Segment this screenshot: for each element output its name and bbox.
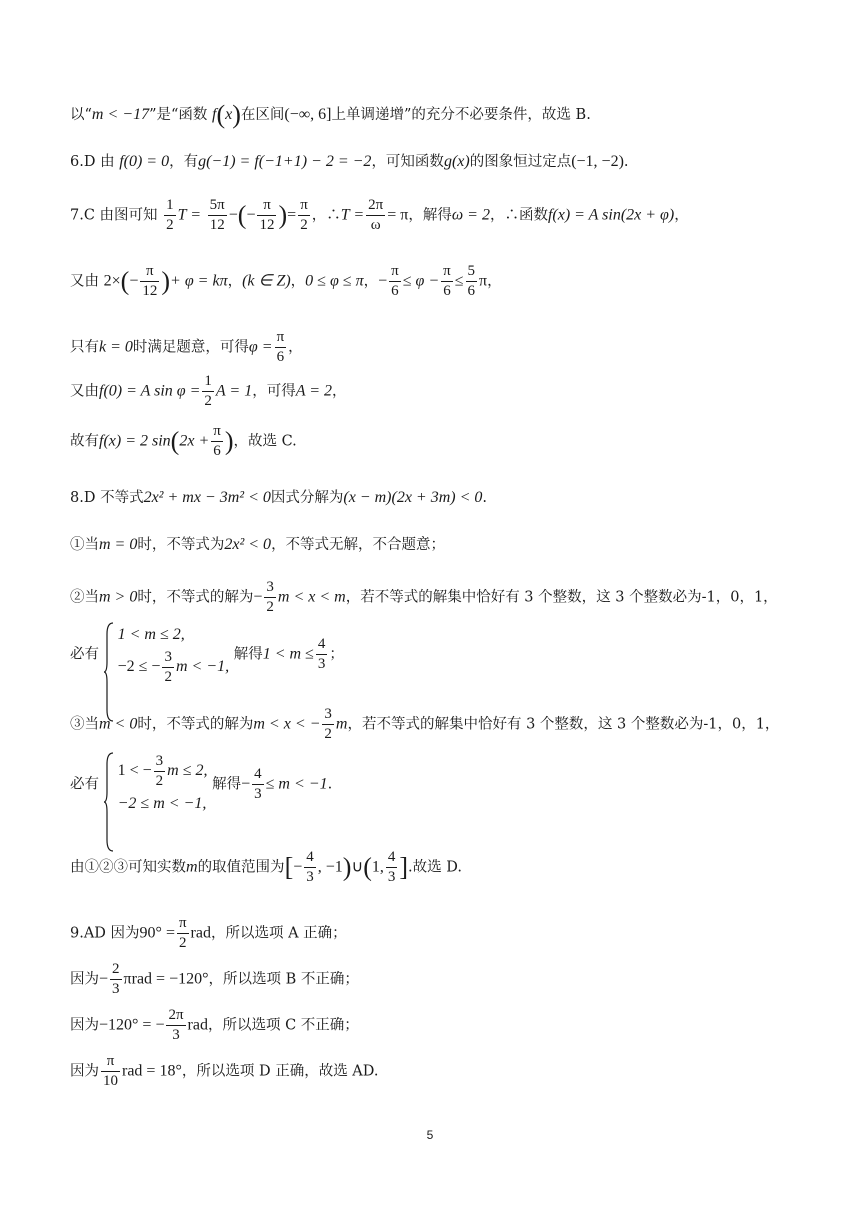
text: ， [288,339,303,356]
text-line-4: 又由 2×(− $\frac{\pi}{12}$ )+ φ = kπ，(k ∈ Z)，0 ≤ φ ≤ π，− $\frac{\pi}{6}$ ≤ φ − $\frac{\pi}{6}$ ≤ $\frac{5}{6}$ π， [70,263,502,299]
text: 只有 [70,339,99,356]
fraction: $\frac{4}{3}$ [306,849,314,885]
text-line-9 [70,534,800,556]
text: 时满足题意，可得 [132,339,249,356]
math: − [253,588,263,606]
fraction: $\frac{\pi}{2}$ [300,197,308,233]
text: 因为 [70,971,99,988]
math: g(x) [443,153,470,170]
equation-system [104,622,229,687]
math: m [335,715,348,733]
text: 因式分解为 [270,490,344,506]
text: ”是“函数 [149,107,208,123]
equation-system [104,752,208,817]
math: − [378,272,388,290]
math: rad [190,924,211,942]
fraction: $\frac{2}{3}$ [112,961,120,997]
text: ，故选 C. [233,433,297,450]
math: = [287,206,297,224]
text: ，所以选项 C 不正确； [207,1017,359,1034]
text: ， [674,207,689,224]
text: ， [331,383,347,400]
text: ， [363,273,379,290]
math: 90° = [139,924,175,942]
math: A = 2 [295,382,332,400]
text: ，所以选项 A 正确； [210,925,347,942]
text: . [623,154,629,170]
text: 必有 [70,776,99,793]
math: πrad = −120° [123,970,209,988]
text: 在区间 [240,107,285,123]
math: 2× [103,272,121,290]
text: .故选 D. [408,859,462,876]
text: 8.D 不等式 [70,490,144,506]
math: −2 ≤ m < −1, [117,795,207,812]
fraction: $\frac{2\pi}{3}$ [168,1007,184,1043]
math: 1 < − [117,762,152,780]
math: 2x² + mx − 3m² < 0 [143,489,271,506]
fraction: $\frac{3}{2}$ [266,579,274,615]
math: (x − m)(2x + 3m) < 0 [343,489,483,506]
text: ，所以选项 B 不正确； [208,971,359,988]
math: f(x) = 2 sin [99,432,171,450]
math: m < 0 [99,715,138,733]
math: f [212,106,217,123]
fraction: $\frac{4}{3}$ [317,636,326,672]
text-line-14: 由①②③可知实数m的取值范围为[− $\frac{4}{3}$ , −1)∪(1, $\frac{4}{3}$ ].故选 D. [70,849,462,885]
math: k = 0 [99,338,133,356]
text: 解得 [212,776,242,793]
text: ②当 [70,589,99,606]
text: 时，不等式的解为 [137,716,254,733]
math: 2x² < 0 [224,536,272,553]
math: ∪ [351,858,364,876]
math: − [293,858,303,876]
text: ，解得 [408,207,452,224]
math: f(x) = A sin(2x + φ) [547,206,675,224]
fraction: $\frac{4}{3}$ [254,766,262,802]
math: + φ = kπ [170,272,228,290]
text: 的取值范围为 [197,859,285,876]
math: = π [387,206,409,224]
text: ， [487,273,502,290]
math: − [241,775,251,793]
text-line-10 [70,578,800,617]
math: f(0) = 0 [119,153,170,170]
text: ，若不等式的解集中恰好有 3 个整数，这 3 个整数必为-1，0，1， [347,716,780,733]
math: (−1, −2) [571,153,624,170]
page-number: 5 [426,1128,434,1142]
fraction: $\frac{3}{2}$ [155,753,164,789]
text-line-18 [70,1052,800,1091]
math: T = [340,206,365,224]
text: ，可得 [252,383,296,400]
fraction: $\frac{5}{6}$ [467,263,476,299]
text: . [482,490,487,506]
fraction: $\frac{\pi}{6}$ [213,423,221,459]
fraction: $\frac{\pi}{6}$ [276,329,285,365]
text: 时，不等式的解为 [137,589,254,606]
math: m < x < − [253,715,321,733]
text: 时，不等式为 [137,537,225,553]
math: T = [177,206,202,224]
math: m [186,858,198,876]
text-line-1: 以“m < −17”是“函数 f(x)在区间(−∞, 6]上单调递增”的充分不必要条件，故选 B. [70,100,591,129]
fraction: $\frac{1}{2}$ [166,197,174,233]
text-line-5 [70,328,800,367]
text: . [327,776,333,793]
fraction: $\frac{\pi}{12}$ [142,263,158,299]
math: rad [187,1016,208,1034]
text-line-8 [70,487,800,509]
math: ≤ m < −1 [265,775,328,793]
fraction: $\frac{\pi}{6}$ [391,263,399,299]
text: ，可知函数 [371,154,444,170]
fraction: $\frac{2\pi}{\omega}$ [368,197,384,233]
fraction: $\frac{\pi}{2}$ [178,915,187,951]
text-line-6 [70,372,800,411]
math: 1, [371,858,384,876]
text: ①当 [70,537,99,553]
math: −120° = − [99,1016,165,1034]
text: 上单调递增”的充分不必要条件，故选 B. [331,107,591,123]
text: 解得 [233,646,263,663]
math: π [479,272,488,290]
math: , −1 [317,858,343,876]
text: ； [329,646,344,663]
math: ≤ φ − [402,272,440,290]
text-line-15 [70,914,800,953]
brace-icon [104,752,114,852]
math: (k ∈ Z) [242,272,291,290]
text: 因为 [70,1017,99,1034]
text: ，有 [169,154,199,170]
text: 又由 [70,273,99,290]
math: −2 ≤ − [117,658,161,676]
text: 7.C 由图可知 [70,207,158,224]
math: m = 0 [99,536,138,553]
fraction: $\frac{\pi}{12}$ [259,197,275,233]
text: ， [290,273,306,290]
math: f(0) = A sin φ = [99,382,201,400]
text: ③当 [70,716,99,733]
text: ，∴函数 [489,207,548,224]
math: ≤ [454,272,464,290]
text-line-2 [70,151,800,173]
fraction: $\frac{1}{2}$ [204,373,212,409]
text: 故有 [70,433,99,450]
text: ，不等式无解，不合题意； [271,537,446,553]
text: ，若不等式的解集中恰好有 3 个整数，这 3 个整数必为-1，0，1， [345,589,778,606]
fraction: $\frac{3}{2}$ [324,706,332,742]
text-line-7: 故有f(x) = 2 sin(2x + $\frac{\pi}{6}$ )，故选 C. [70,423,297,459]
math: ω = 2 [451,206,490,224]
text-line-13 [70,752,800,817]
text: 必有 [70,646,99,663]
math: m < −1, [175,658,230,676]
text: 6.D 由 [70,154,115,170]
math: m ≤ 2, [167,762,208,780]
fraction: $\frac{5\pi}{12}$ [209,197,225,233]
math: 0 ≤ φ ≤ π [305,272,364,290]
text-line-3: 7.C 由图可知 $\frac{1}{2}$ T = $\frac{5\pi}{12}$ −(− $\frac{\pi}{12}$ )= $\frac{\pi}{2}$ ，∴T = $\frac{2\pi}{\omega}$ = π，解得ω = 2，∴函数f(x) = A sin(2x + φ)， [70,197,689,233]
text-line-16 [70,960,800,999]
math: x [225,106,233,123]
math: − [228,206,238,224]
fraction: $\frac{3}{2}$ [164,649,172,685]
math: φ = [248,338,273,356]
text: 的图象恒过定点 [469,154,572,170]
text-line-12 [70,705,800,744]
text: 9.AD 因为 [70,925,140,942]
math: m > 0 [99,588,138,606]
text: ，所以选项 D 正确，故选 AD. [181,1063,379,1080]
text: ，∴ [311,207,341,224]
math: rad = 18° [122,1062,182,1080]
fraction: $\frac{4}{3}$ [387,849,396,885]
text: 因为 [70,1063,99,1080]
text: 又由 [70,383,99,400]
text-line-11 [70,622,800,687]
math: g(−1) = f(−1+1) − 2 = −2 [198,153,372,170]
math: 1 < m ≤ [262,645,314,663]
text: 由①②③可知实数 [70,859,186,876]
math: 2x + [179,432,210,450]
fraction: $\frac{\pi}{10}$ [103,1053,118,1089]
text: ， [227,273,243,290]
math: m < x < m [277,588,346,606]
text: 以“ [70,107,92,123]
math: 1 < m ≤ 2, [117,626,185,643]
math: (−∞, 6] [284,106,332,123]
text-line-17 [70,1006,800,1045]
math: A = 1 [215,382,253,400]
math: m < −17 [91,106,150,123]
fraction: $\frac{\pi}{6}$ [443,263,451,299]
math: − [99,970,109,988]
